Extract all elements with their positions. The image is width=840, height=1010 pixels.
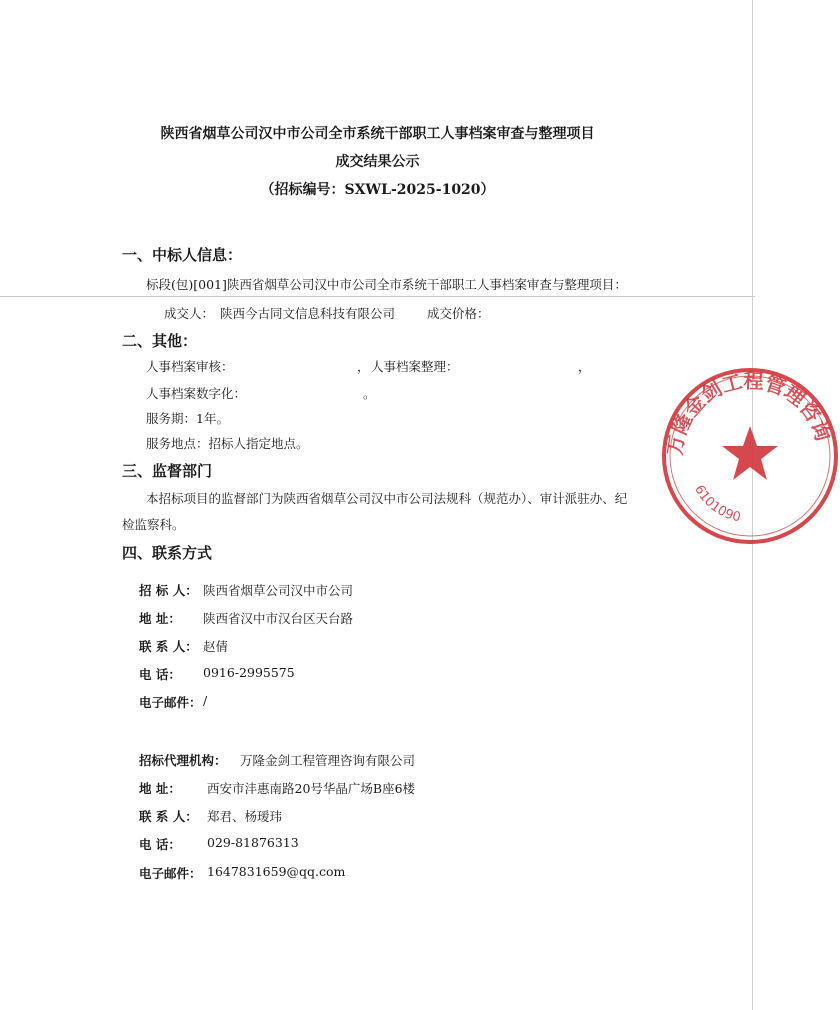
winner-label: 成交人： (164, 306, 215, 321)
svg-text:万隆金剑工程管理咨询 (662, 369, 835, 457)
scan-artifact-line (0, 296, 755, 297)
svg-text:6101090 (691, 483, 742, 526)
section-heading-other: 二、其他： (122, 332, 198, 350)
service-place: 服务地点：招标人指定地点。 (146, 436, 309, 451)
seal-text: 万隆金剑工程管理咨询 (662, 368, 836, 457)
tenderer-name-label: 招 标 人： (139, 583, 198, 598)
tenderer-contact-label: 联 系 人： (139, 639, 198, 654)
tenderer-address: 陕西省汉中市汉台区天台路 (203, 611, 354, 626)
tenderer-email: / (203, 693, 208, 708)
agency-contact-label: 联 系 人： (139, 809, 198, 824)
agency-email-label: 电子邮件： (139, 866, 202, 881)
tenderer-phone-label: 电 话： (139, 667, 181, 682)
tenderer-contact: 赵倩 (203, 639, 229, 654)
agency-phone: 029-81876313 (207, 835, 299, 850)
agency-contact: 郑君、杨瑷玮 (207, 809, 283, 824)
agency-address: 西安市沣惠南路20号华晶广场B座6楼 (207, 781, 416, 796)
review-label: 人事档案审核： (146, 359, 234, 374)
tenderer-name: 陕西省烟草公司汉中市公司 (203, 583, 354, 598)
document-title: 陕西省烟草公司汉中市公司全市系统干部职工人事档案审查与整理项目 (160, 126, 595, 142)
price-label: 成交价格： (427, 306, 490, 321)
company-seal-stamp (660, 366, 840, 546)
section-heading-supervision: 三、监督部门 (122, 462, 213, 480)
tenderer-email-label: 电子邮件： (139, 695, 202, 710)
supervision-text-1: 本招标项目的监督部门为陕西省烟草公司汉中市公司法规科（规范办）、审计派驻办、纪 (146, 491, 628, 506)
star-icon (722, 426, 778, 480)
tender-number: （招标编号：SXWL-2025-1020） (260, 182, 495, 198)
agency-address-label: 地 址： (139, 781, 181, 796)
tenderer-address-label: 地 址： (139, 611, 181, 626)
section-heading-contact: 四、联系方式 (122, 544, 213, 562)
lot-description: 标段(包)[001]陕西省烟草公司汉中市公司全市系统干部职工人事档案审查与整理项目： (146, 277, 627, 292)
agency-name: 万隆金剑工程管理咨询有限公司 (240, 753, 416, 768)
review-separator: ， (357, 359, 370, 374)
agency-phone-label: 电 话： (139, 837, 181, 852)
agency-email: 1647831659@qq.com (207, 864, 346, 879)
digitize-label: 人事档案数字化： (146, 386, 247, 401)
agency-name-label: 招标代理机构： (139, 753, 227, 768)
arrange-end: ， (578, 359, 591, 374)
digitize-end: 。 (363, 386, 376, 401)
document-subtitle: 成交结果公示 (335, 154, 420, 170)
section-heading-winner: 一、中标人信息： (122, 246, 243, 264)
winner-value: 陕西今古同文信息科技有限公司 (220, 306, 396, 321)
supervision-text-2: 检监察科。 (122, 517, 185, 532)
tenderer-phone: 0916-2995575 (203, 665, 295, 680)
arrange-label: 人事档案整理： (371, 359, 459, 374)
service-period: 服务期：1年。 (146, 411, 229, 426)
seal-number: 6101090 (691, 482, 743, 526)
